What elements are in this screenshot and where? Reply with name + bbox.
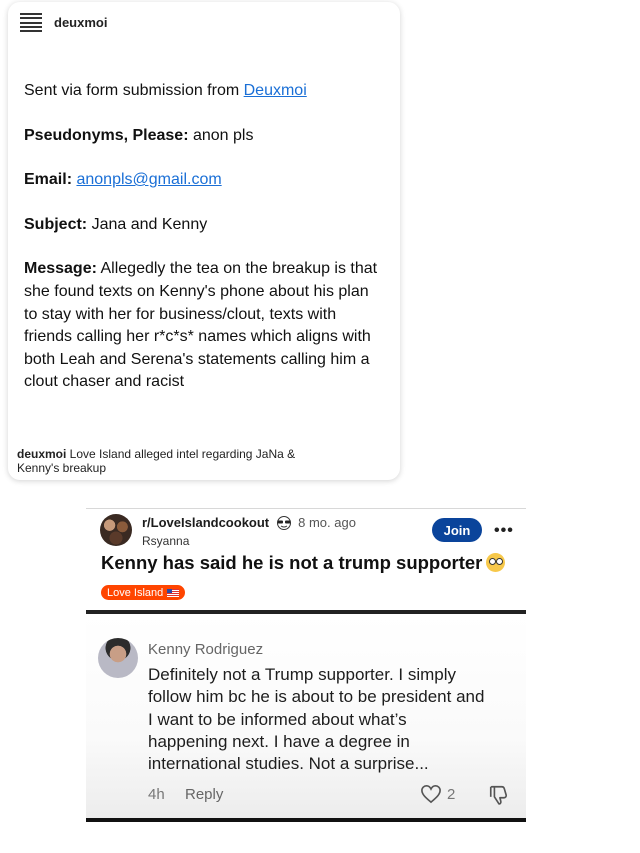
thumbs-down-icon[interactable]	[488, 784, 510, 806]
account-name[interactable]: deuxmoi	[54, 15, 108, 30]
submission-line-subject: Subject: Jana and Kenny	[24, 215, 208, 233]
post-flair[interactable]: Love Island	[101, 585, 185, 600]
subreddit-avatar[interactable]	[100, 514, 132, 546]
submission-message: Message: Allegedly the tea on the breakup is that she found texts on Kenny's phone about his plan to stay with her for business/clout, texts with friends calling her r*c*s* names which aligns with both Leah and Serena's statements calling him a clout chaser and racist	[24, 260, 378, 391]
comment-text: Definitely not a Trump supporter. I simply follow him bc he is about to be president and I want to be informed about what’s happening next. I have a degree in international studies. Not a surprise...	[148, 665, 485, 774]
deuxmoi-logo-icon	[20, 13, 42, 32]
reddit-post-header	[86, 508, 526, 616]
divider	[86, 508, 526, 509]
card-header	[20, 13, 107, 32]
like-count: 2	[447, 786, 456, 803]
join-button[interactable]: Join	[432, 518, 482, 542]
us-flag-icon	[167, 589, 179, 597]
deuxmoi-post-card	[8, 2, 400, 480]
comment-footer	[148, 784, 518, 808]
subreddit-name[interactable]: r/LoveIslandcookout	[142, 515, 270, 530]
post-username[interactable]: Rsyanna	[142, 534, 190, 548]
comment-time: 4h	[148, 786, 165, 803]
heart-icon[interactable]	[420, 784, 442, 804]
submission-line-pseudonym: Pseudonyms, Please: anon pls	[24, 126, 254, 144]
submission-line-source: Sent via form submission from Deuxmoi	[24, 82, 307, 99]
more-options-icon[interactable]: •••	[494, 522, 514, 539]
comment-card	[86, 614, 526, 820]
sunglasses-emoji-icon	[275, 516, 293, 530]
post-caption: deuxmoi Love Island alleged intel regarding JaNa & Kenny's breakup	[17, 447, 296, 475]
deuxmoi-link[interactable]: Deuxmoi	[243, 82, 307, 99]
submission-line-email: Email: anonpls@gmail.com	[24, 171, 222, 189]
submission-body	[24, 80, 394, 416]
post-title[interactable]: Kenny has said he is not a trump supporter	[101, 552, 505, 574]
reply-button[interactable]: Reply	[185, 786, 224, 803]
eye-roll-emoji-icon	[486, 553, 505, 572]
subreddit-line	[142, 515, 356, 530]
comment-author[interactable]: Kenny Rodriguez	[148, 641, 264, 658]
post-time: 8 mo. ago	[298, 515, 356, 530]
commenter-avatar[interactable]	[98, 638, 138, 678]
email-link[interactable]: anonpls@gmail.com	[76, 171, 222, 189]
divider	[86, 818, 526, 822]
